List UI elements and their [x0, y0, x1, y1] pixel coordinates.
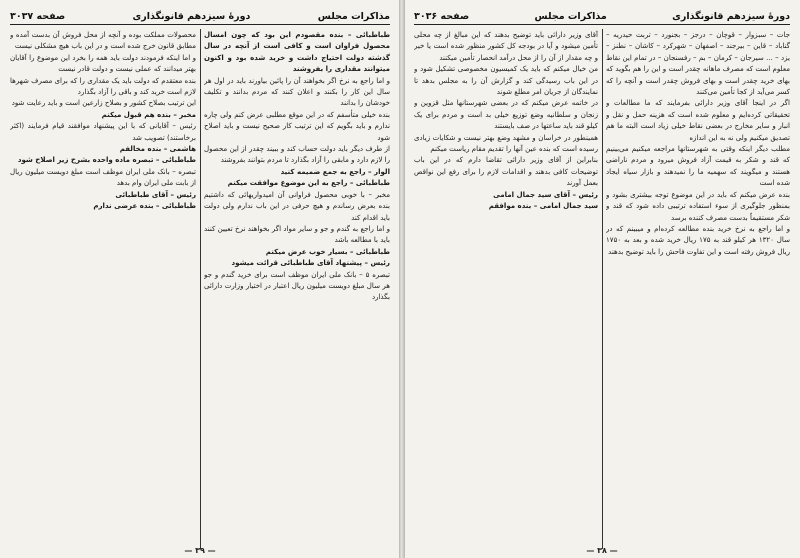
speaker-line: طباطبائی – راجع به این موضوع موافقت میکنم: [227, 178, 390, 188]
right-page-columns: [414, 29, 790, 549]
speaker-line: مخبر – بنده هم قبول میکنم: [101, 109, 196, 119]
paragraph: بنده خیلی متأسفم که در این موقع مطلبی عرض کنم ولی چاره ندارم و باید بگویم که این ترتیب کار صحیح نیست و باید اصلاح شود: [204, 109, 390, 142]
paragraph: جات – سبزوار – قوچان – درجز – بجنورد – تربت حیدریه – گناباد – قاین – بیرجند – اصفهان – شهرکرد – کاشان – نطنز – یزد – ... سیرجان – کرمان – بم – رفسنجان – در تمام این نقاط معلوم است که مصرف ماهانه چقدر است و این را هم بگوید که بهای خرید چقدر است و بهای فروش چقدر است و آنچه را که کسر می‌آید از کجا تأمین می‌کنند: [606, 30, 790, 97]
speaker-line: الوار – راجع به جمع ضمیمه کنید: [280, 166, 390, 176]
paragraph: تبصره ۵ – بانک ملی ایران موظف است برای خرید گندم و جو هر سال مبلغ دویست میلیون ریال اعتبار در اختیار وزارت دارائی بگذارد: [204, 269, 390, 302]
speaker-line: طباطبائی – بنده عرضی ندارم: [93, 201, 196, 211]
speaker-line: رئیس – پیشنهاد آقای طباطبائی قرائت میشود: [231, 258, 390, 268]
right-journal-title: مذاکرات مجلس: [534, 11, 607, 22]
paragraph: و اما راجع به نرخ خرید بنده مطالعه کرده‌ام و میبینم که در سال ۱۳۲۰ هر کیلو قند به ۱۷۵ ریال خرید شده و بعد به ۱۷۵۰ ریال فروش رفته است و این تفاوت فاحش را باید توضیح بدهند: [606, 223, 790, 256]
left-session-title: دورهٔ سیزدهم قانونگذاری: [132, 11, 251, 22]
speaker-line: طباطبائی – تبصره ماده واحده بشرح زیر اصلاح شود: [17, 155, 196, 165]
paragraph: از طرف دیگر باید دولت حساب کند و ببیند چقدر از این محصول را لازم دارد و مابقی را آزاد بگذارد تا مردم بتوانند بفروشند: [204, 144, 390, 165]
paragraph: مخبر – با خوبی محصول فراوانی آن امیدواریهائی که داشتیم بنده بعرض رساندم و هیچ حرفی در این باب ندارم ولی دولت باید اقدام کند: [204, 189, 390, 222]
paragraph: مطلب دیگر اینکه وقتی به شهرستانها مراجعه میکنیم می‌بینیم که قند و شکر به قیمت آزاد فروش میرود و مردم ناراضی هستند و میگویند که سهمیه ما را نمیدهند و بازار سیاه ایجاد شده است: [606, 144, 790, 188]
right-page-footer-number: — ۳۸ —: [586, 546, 618, 555]
paragraph: بنده عرض میکنم که باید در این موضوع توجه بیشتری بشود و بمنظور جلوگیری از سوء استفاده ترتیبی داده شود که قند و شکر مستقیماً بدست مصرف کننده برسد: [606, 189, 790, 222]
left-page-columns: [10, 29, 390, 549]
left-page-header: [10, 6, 390, 25]
left-page-col-right: [204, 29, 390, 549]
paragraph: اگر در اینجا آقای وزیر دارائی بفرمایند که ما مطالعات و تحقیقاتی کرده‌ایم و معلوم شده است که هزینه حمل و نقل و انبار و سایر مخارج در بعضی نقاط خیلی زیاد است البته ما هم تصدیق میکنیم ولی نه به این اندازه: [606, 98, 790, 142]
right-page-number: صفحه ۳۰۳۶: [414, 11, 470, 22]
paragraph: و اما راجع به نرخ اگر بخواهند آن را پائین بیاورند باید در اول هر سال این کار را بکنند و اعلان کنند که مردم بدانند و تکلیف خودشان را بدانند: [204, 75, 390, 108]
column-rule: [602, 29, 603, 549]
paragraph: و اما اینکه فرمودند دولت باید همه را بخرد این موضوع را آقایان بهتر میدانند که عملی نیست و دولت قادر نیست: [10, 52, 196, 74]
speaker-line: طباطبائی – بنده مقصودم این بود که چون امسال محصول فراوان است و کافی است از آنچه در سال گذشته دولت احتیاج داشت و خرید شده بود و اکنون میتوانند مقداری را بفروشند: [204, 30, 390, 74]
speaker-line: طباطبائی – بسیار خوب عرض میکنم: [265, 246, 390, 256]
paragraph: در خاتمه عرض میکنم که در بعضی شهرستانها مثل قزوین و زنجان و سلطانیه وضع توزیع خیلی بد است و مردم برای یک کیلو قند باید ساعتها در صف بایستند: [414, 98, 598, 131]
paragraph: بنابراین از آقای وزیر دارائی تقاضا دارم که در این باب توضیحات کافی بدهند و اقدامات لازم را برای رفع این نواقص بعمل آورند: [414, 155, 598, 188]
right-page: [404, 0, 800, 558]
paragraph: این ترتیب بصلاح کشور و بصلاح زارعین است و باید رعایت شود: [11, 98, 196, 108]
paragraph: محصولات مملکت بوده و آنچه از محل فروش آن بدست آمده و مطابق قانون خرج شده است و در این باب هیچ مشکلی نیست: [10, 30, 196, 51]
speaker-line: رئیس – آقای سید جمال امامی: [493, 189, 598, 199]
speaker-line: هاشمی – بنده مخالفم: [119, 144, 196, 154]
paragraph: و اما راجع به گندم و جو و سایر مواد اگر بخواهند نرخ تعیین کنند باید با مطالعه باشد: [204, 223, 390, 245]
paragraph: آقای وزیر دارائی باید توضیح بدهند که این مبالغ از چه محلی تأمین میشود و آیا در بودجه کل کشور منظور شده است یا خیر و چه مقدار از آن را از محل درآمد انحصار تأمین میکنند: [414, 30, 598, 62]
speaker-line: رئیس – آقای طباطبائی: [115, 189, 196, 199]
left-page-number: صفحه ۳۰۳۷: [10, 11, 66, 22]
column-rule: [200, 29, 201, 549]
right-page-col-left: [414, 29, 598, 549]
paragraph: بنده معتقدم که دولت باید یک مقداری را که برای مصرف شهرها لازم است خرید کند و باقی را آزاد بگذارد: [10, 75, 196, 97]
paragraph: من خیال میکنم که باید یک کمیسیون مخصوصی تشکیل شود و در این باب رسیدگی کند و گزارش آن را به مجلس بدهد تا نمایندگان از جریان امر مطلع شوند: [414, 64, 598, 97]
left-page-col-left: [10, 29, 196, 549]
speaker-line: سید جمال امامی – بنده موافقم: [488, 201, 598, 211]
right-session-title: دورهٔ سیزدهم قانونگذاری: [672, 11, 790, 22]
left-journal-title: مذاکرات مجلس: [317, 11, 390, 22]
paragraph: تبصره – بانک ملی ایران موظف است مبلغ دویست میلیون ریال از بابت ملی ایران وام بدهد: [10, 166, 196, 188]
paragraph: همینطور در خراسان و مشهد وضع بهتر نیست و شکایات زیادی رسیده است که بنده عین آنها را تقدیم مقام ریاست میکنم: [414, 132, 598, 154]
paragraph: رئیس – آقایانی که با این پیشنهاد موافقند قیام فرمایند (اکثر برخاستند) تصویب شد: [10, 121, 196, 142]
left-page-footer-number: — ۳۹ —: [184, 546, 216, 555]
right-page-header: [414, 6, 790, 25]
right-page-col-right: [606, 29, 790, 549]
